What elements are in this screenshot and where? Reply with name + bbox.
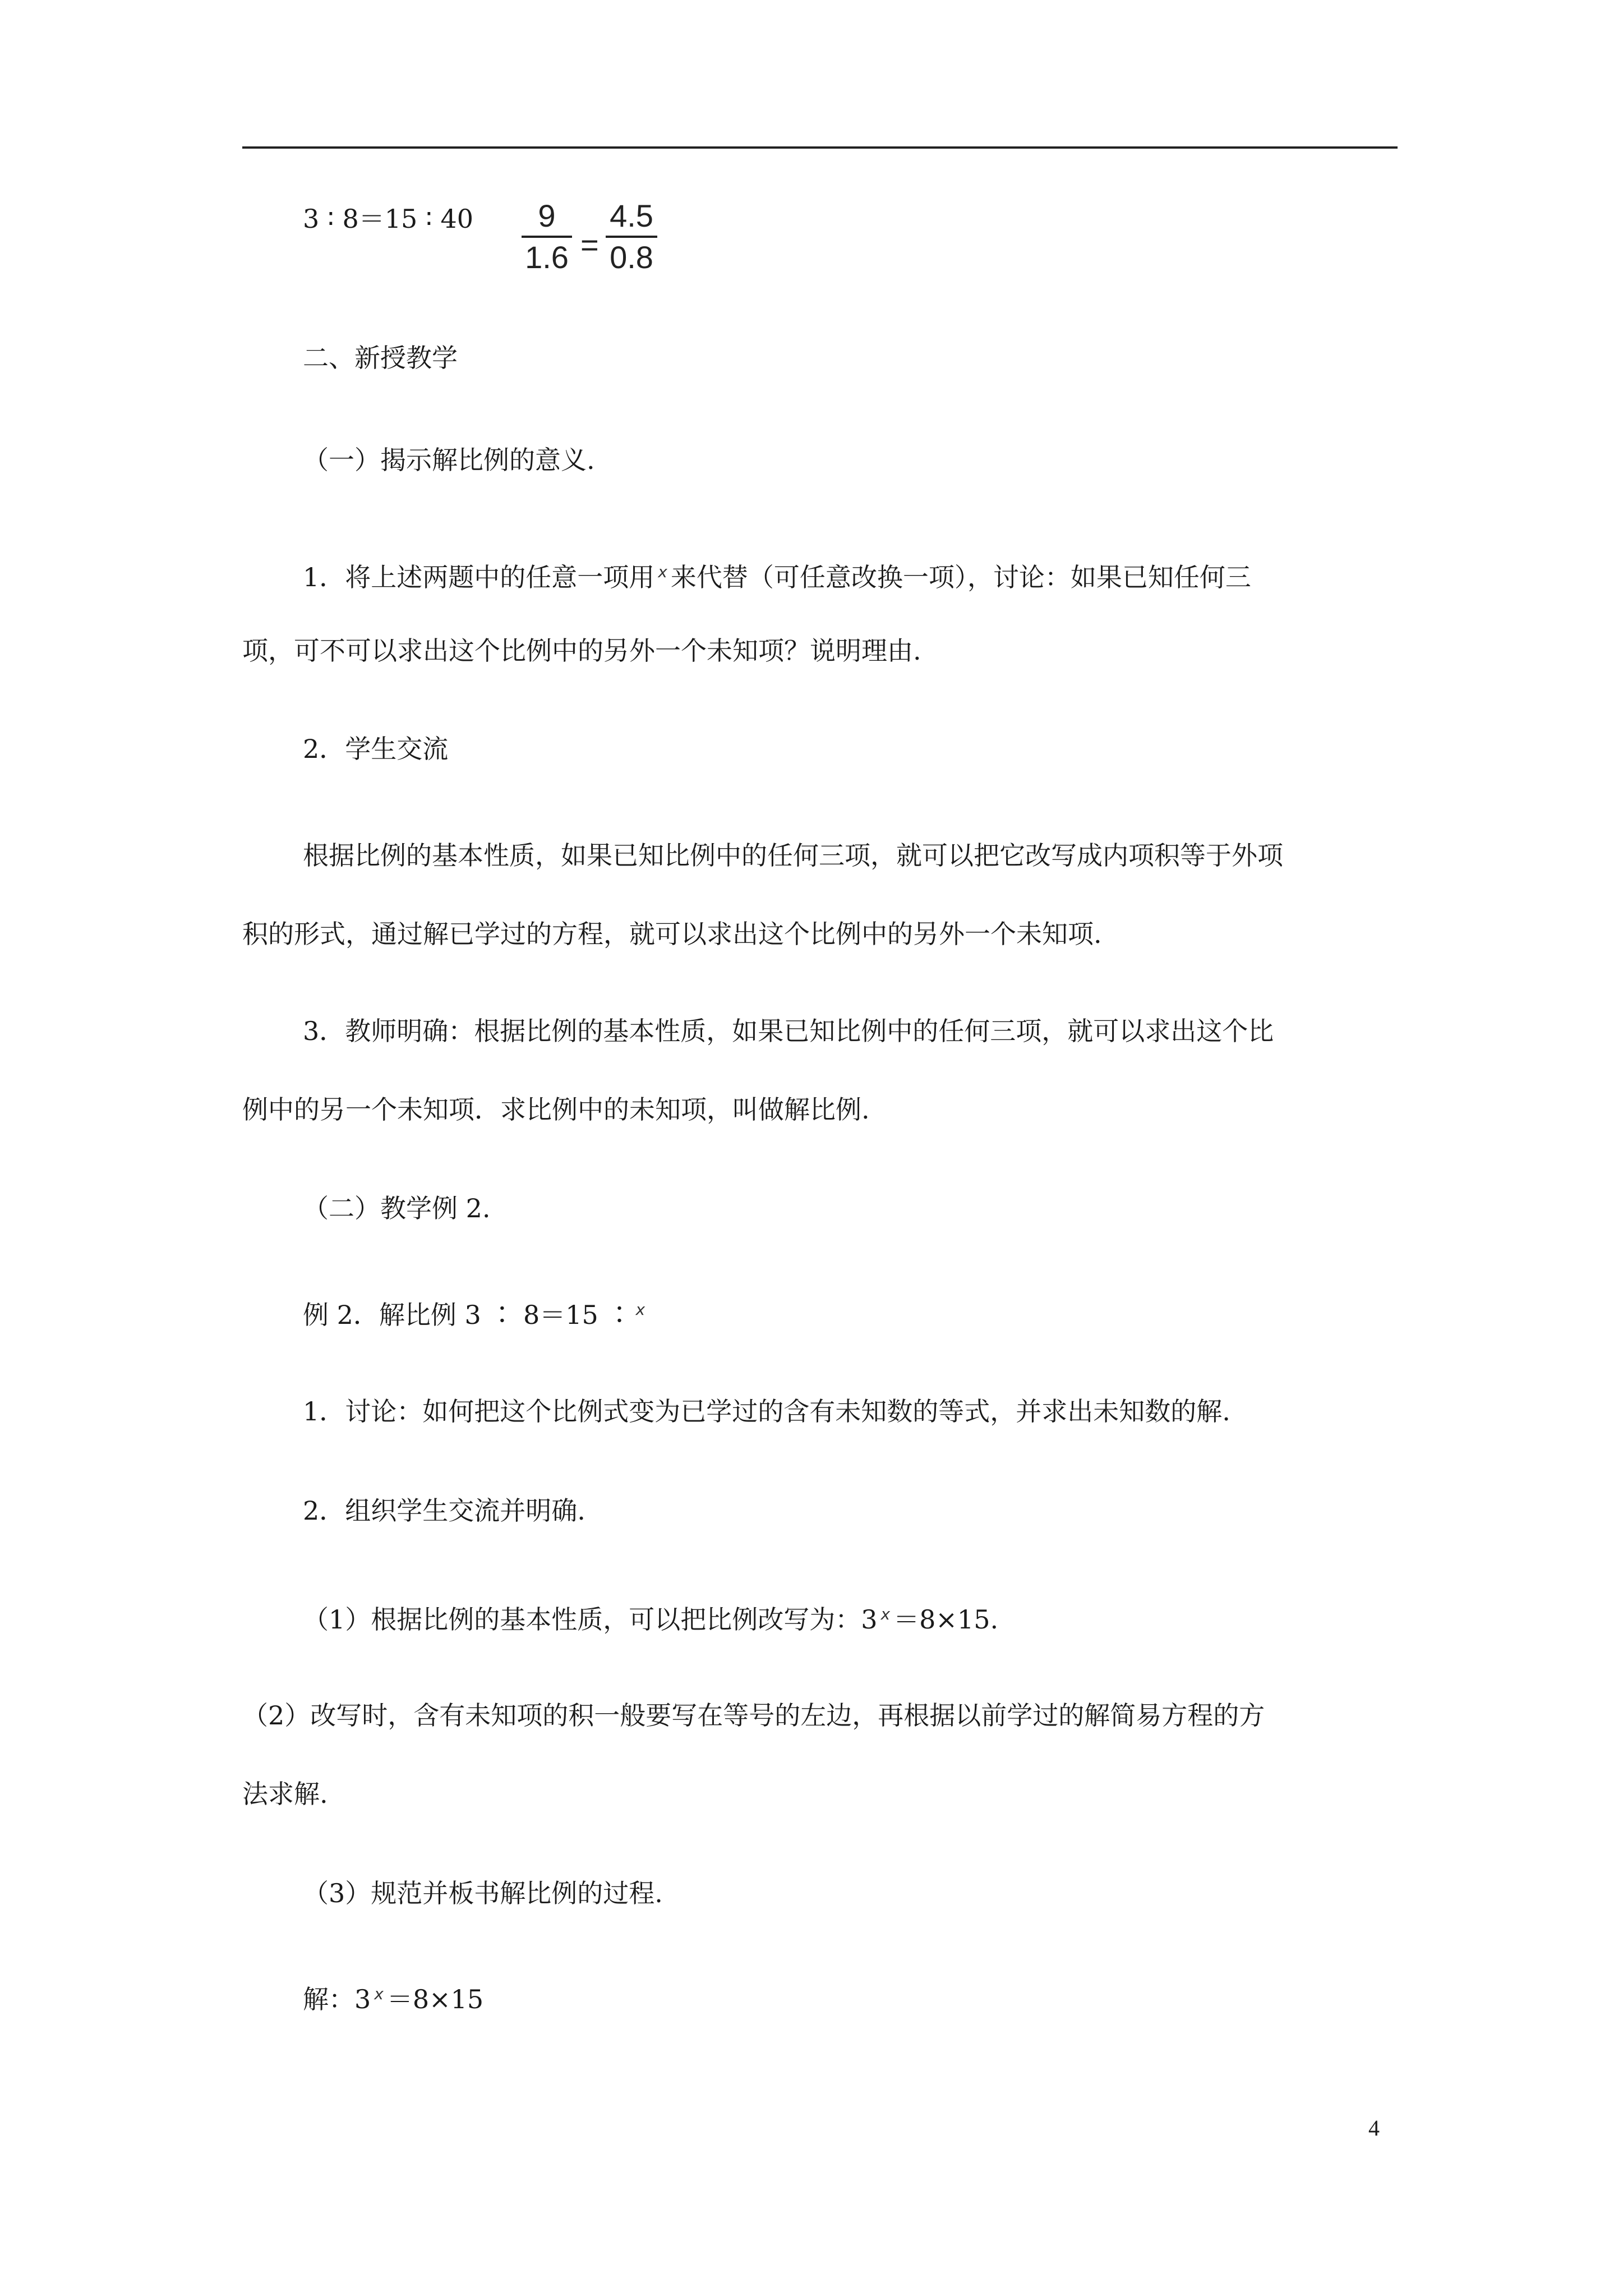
paragraph-line: 3．教师明确：根据比例的基本性质，如果已知比例中的任何三项，就可以求出这个比 <box>303 1016 1274 1046</box>
paragraph-line: （3）规范并板书解比例的过程. <box>303 1878 663 1908</box>
numerator: 9 <box>538 198 556 233</box>
paragraph-line: 例中的另一个未知项．求比例中的未知项，叫做解比例. <box>242 1094 870 1125</box>
subsection-heading: （一）揭示解比例的意义. <box>303 445 595 475</box>
paragraph-line: 根据比例的基本性质，如果已知比例中的任何三项，就可以把它改写成内项积等于外项 <box>303 840 1283 871</box>
denominator: 1.6 <box>525 240 569 275</box>
paragraph-line: 积的形式，通过解已学过的方程，就可以求出这个比例中的另外一个未知项. <box>242 919 1102 949</box>
paragraph-line: 项，可不可以求出这个比例中的另外一个未知项？说明理由. <box>242 636 921 666</box>
numerator: 4.5 <box>610 198 653 233</box>
list-item: 2．组织学生交流并明确. <box>303 1496 585 1526</box>
equals-sign: = <box>580 227 599 263</box>
paragraph-line: 法求解. <box>242 1779 328 1809</box>
variable-x: x <box>880 1605 891 1623</box>
page-number: 4 <box>1368 2115 1380 2141</box>
fraction-left <box>522 197 572 276</box>
list-item: 1．讨论：如何把这个比例式变为已学过的含有未知数的等式，并求出未知数的解. <box>303 1396 1230 1427</box>
paragraph-line: 1．将上述两题中的任意一项用 $^x$ 来代替（可任意改换一项），讨论：如果已知任何三 <box>303 562 1251 592</box>
fraction-bar <box>606 236 657 238</box>
section-heading: 二、新授教学 <box>303 343 458 373</box>
example-line: 例 2．解比例 3 ∶ 8＝15 ∶ $^x$ <box>303 1300 645 1330</box>
list-item: 2．学生交流 <box>303 734 449 764</box>
solution-line: 解：3 $^x$ ＝8×15 <box>303 1984 484 2014</box>
fraction-right <box>606 197 657 276</box>
ratio-equation: 3 ∶ 8＝15 ∶ 40 <box>303 204 474 234</box>
variable-x: x <box>374 1985 384 2003</box>
variable-x: x <box>658 563 667 581</box>
variable-x: x <box>635 1300 645 1319</box>
fraction-bar <box>522 236 572 238</box>
paragraph-line: （2）改写时，含有未知项的积一般要写在等号的左边，再根据以前学过的解简易方程的方 <box>242 1700 1265 1731</box>
subsection-heading: （二）教学例 2. <box>303 1193 491 1223</box>
paragraph-line: （1）根据比例的基本性质，可以把比例改写为：3 $^x$ ＝8×15. <box>303 1604 999 1635</box>
header-rule <box>242 146 1398 149</box>
denominator: 0.8 <box>610 240 653 275</box>
